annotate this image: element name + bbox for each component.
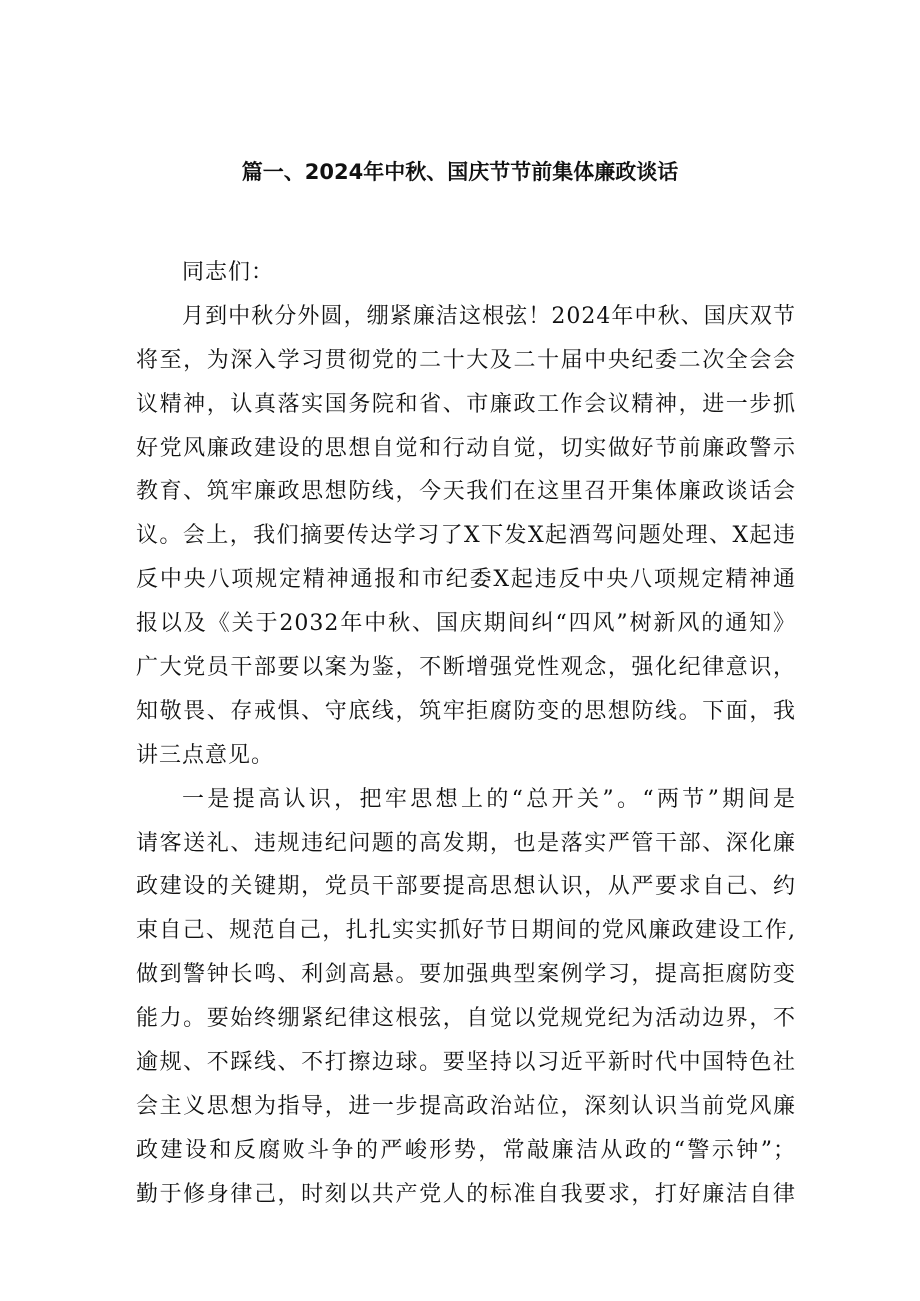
paragraph-line: 束自己、规范自己，扎扎实实抓好节日期间的党风廉政建设工作, bbox=[136, 918, 796, 944]
paragraph-line: 报以及《关于2032年中秋、国庆期间纠“四风”树新风的通知》 bbox=[136, 611, 796, 637]
salutation: 同志们： bbox=[182, 260, 275, 285]
paragraph-line: 政建设和反腐败斗争的严峻形势，常敲廉洁从政的“警示钟”； bbox=[136, 1137, 796, 1163]
paragraph-line: 好党风廉政建设的思想自觉和行动自觉，切实做好节前廉政警示 bbox=[136, 435, 796, 461]
paragraph-line: 教育、筑牢廉政思想防线，今天我们在这里召开集体廉政谈话会 bbox=[136, 479, 796, 505]
paragraph-line: 逾规、不踩线、不打擦边球。要坚持以习近平新时代中国特色社 bbox=[136, 1050, 796, 1076]
document-body bbox=[136, 251, 796, 1217]
paragraph-line: 一是提高认识，把牢思想上的“总开关”。“两节”期间是 bbox=[182, 786, 796, 812]
paragraph-line: 议精神，认真落实国务院和省、市廉政工作会议精神，进一步抓 bbox=[136, 391, 796, 417]
paragraph-line: 知敬畏、存戒惧、守底线，筑牢拒腐防变的思想防线。下面，我 bbox=[136, 698, 796, 724]
paragraph-line: 月到中秋分外圆，绷紧廉洁这根弦！2024年中秋、国庆双节 bbox=[182, 303, 796, 329]
paragraph-1 bbox=[136, 295, 796, 778]
paragraph-line: 能力。要始终绷紧纪律这根弦，自觉以党规党纪为活动边界，不 bbox=[136, 1006, 796, 1032]
paragraph-line: 反中央八项规定精神通报和市纪委X起违反中央八项规定精神通 bbox=[136, 567, 796, 593]
paragraph-line: 会主义思想为指导，进一步提高政治站位，深刻认识当前党风廉 bbox=[136, 1093, 796, 1119]
paragraph-line: 勤于修身律己，时刻以共产党人的标准自我要求，打好廉洁自律 bbox=[136, 1181, 796, 1207]
paragraph-line: 做到警钟长鸣、利剑高悬。要加强典型案例学习，提高拒腐防变 bbox=[136, 962, 796, 988]
paragraph-line: 议。会上，我们摘要传达学习了X下发X起酒驾问题处理、X起违 bbox=[136, 523, 796, 549]
paragraph-line: 请客送礼、违规违纪问题的高发期，也是落实严管干部、深化廉 bbox=[136, 830, 796, 856]
paragraph-line: 广大党员干部要以案为鉴，不断增强党性观念，强化纪律意识， bbox=[136, 655, 796, 681]
paragraph-line: 政建设的关键期，党员干部要提高思想认识，从严要求自己、约 bbox=[136, 874, 796, 900]
paragraph-line: 讲三点意见。 bbox=[136, 742, 275, 768]
paragraph-2 bbox=[136, 778, 796, 1217]
document-title: 篇一、2024年中秋、国庆节节前集体廉政谈话 bbox=[241, 160, 679, 184]
paragraph-line: 将至，为深入学习贯彻党的二十大及二十届中央纪委二次全会会 bbox=[136, 347, 796, 373]
